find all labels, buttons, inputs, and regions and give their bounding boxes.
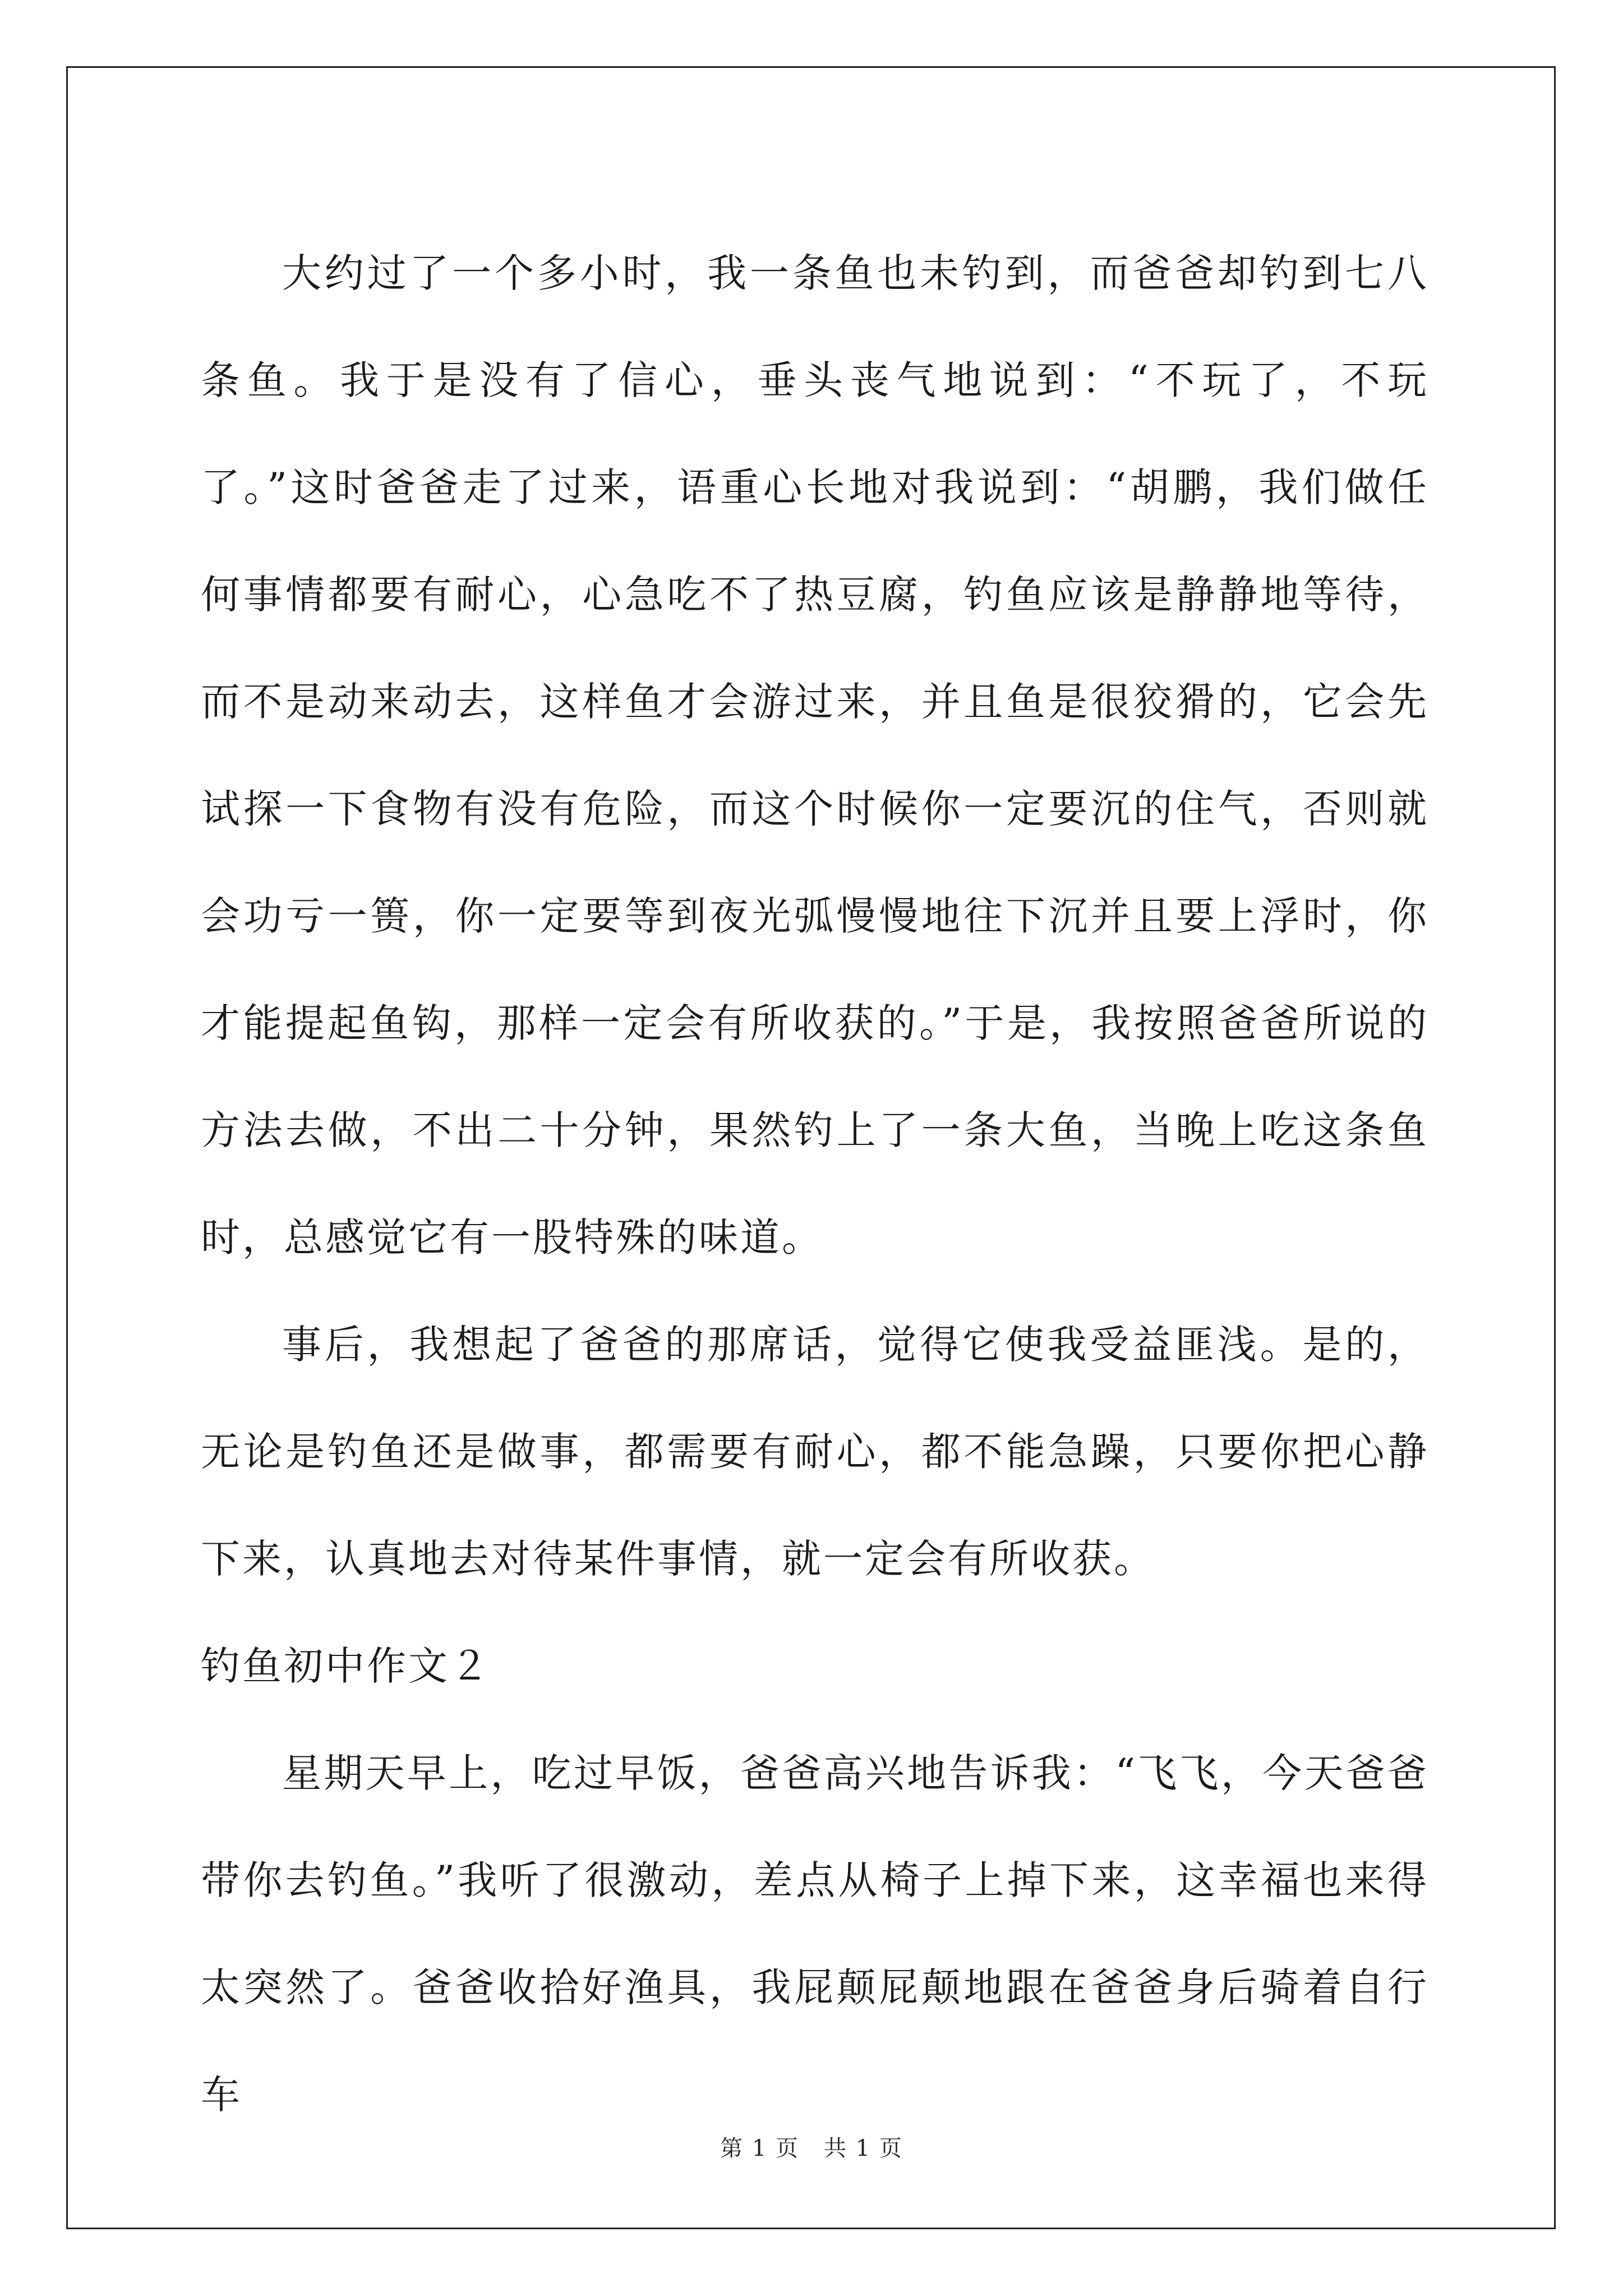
- page-footer: [0, 2134, 1623, 2162]
- page-number: 第 1 页: [720, 2136, 799, 2161]
- paragraph: 事后，我想起了爸爸的那席话，觉得它使我受益匪浅。是的，无论是钓鱼还是做事，都需要有耐心，都不能急躁，只要你把心静下来，认真地去对待某件事情，就一定会有所收获。: [201, 1322, 1429, 1582]
- document-body: [201, 220, 1429, 2148]
- paragraph: 大约过了一个多小时，我一条鱼也未钓到，而爸爸却钓到七八条鱼。我于是没有了信心，垂头丧气地说到：“不玩了，不玩了。”这时爸爸走了过来，语重心长地对我说到：“胡鹏，我们做任何事情都要有耐心，心急吃不了热豆腐，钓鱼应该是静静地等待，而不是动来动去，这样鱼才会游过来，并且鱼是很狡猾的，它会先试探一下食物有没有危险，而这个时候你一定要沉的住气，否则就会功亏一篑，你一定要等到夜光弧慢慢地往下沉并且要上浮时，你才能提起鱼钩，那样一定会有所收获的。”于是，我按照爸爸所说的方法去做，不出二十分钟，果然钓上了一条大鱼，当晚上吃这条鱼时，总感觉它有一股特殊的味道。: [201, 250, 1429, 1260]
- paragraph: 星期天早上，吃过早饭，爸爸高兴地告诉我：“飞飞，今天爸爸带你去钓鱼。”我听了很激动，差点从椅子上掉下来，这幸福也来得太突然了。爸爸收拾好渔具，我屁颠屁颠地跟在爸爸身后骑着自行车: [201, 1750, 1429, 2118]
- section-heading: 钓鱼初中作文２: [201, 1643, 491, 1689]
- page-count: 共 1 页: [824, 2136, 903, 2161]
